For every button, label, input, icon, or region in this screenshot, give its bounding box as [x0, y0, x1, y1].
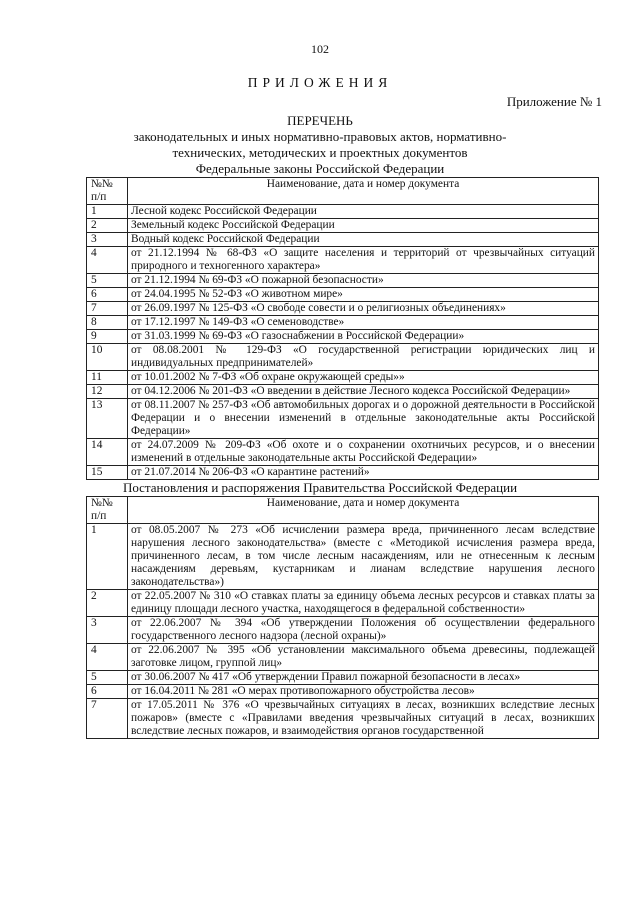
- section-heading-federal-laws: Федеральные законы Российской Федерации: [195, 161, 445, 176]
- row-number: 6: [87, 685, 128, 699]
- table-row: [87, 205, 599, 219]
- table-row: [87, 466, 599, 480]
- table-row: [87, 590, 599, 617]
- row-number: 1: [87, 205, 128, 219]
- row-number: 4: [87, 247, 128, 274]
- table-row: [87, 685, 599, 699]
- row-number: 15: [87, 466, 128, 480]
- document-title: от 16.04.2011 № 281 «О мерах противопожарного обустройства лесов»: [128, 685, 599, 699]
- row-number: 13: [87, 399, 128, 439]
- row-number: 7: [87, 302, 128, 316]
- table-row: [87, 288, 599, 302]
- document-title: Лесной кодекс Российской Федерации: [128, 205, 599, 219]
- row-number: 4: [87, 644, 128, 671]
- document-title: от 21.12.1994 № 69-ФЗ «О пожарной безопасности»: [128, 274, 599, 288]
- document-title: от 22.05.2007 № 310 «О ставках платы за единицу объема лесных ресурсов и ставках платы за единицу площади лесного участка, находящегося в федеральной собственности»: [128, 590, 599, 617]
- header-num-label-2: п/п: [91, 510, 107, 522]
- header-num-label-1: №№: [91, 497, 113, 509]
- row-number: 6: [87, 288, 128, 302]
- document-title: от 08.05.2007 № 273 «Об исчислении размера вреда, причиненного лесам вследствие нарушения лесного законодательства» (вместе с «Методикой исчисления размера вреда, причиненного лесам, в том числе лесным насаждениям, или не отнесенным к лесным насаждениям деревьям, кустарникам и лианам вследствие нарушения лесного законодательства»): [128, 524, 599, 590]
- document-title: от 10.01.2002 № 7-ФЗ «Об охране окружающей среды»»: [128, 371, 599, 385]
- table-row: [87, 439, 599, 466]
- document-title: от 24.04.1995 № 52-ФЗ «О животном мире»: [128, 288, 599, 302]
- header-name-cell: Наименование, дата и номер документа: [128, 497, 599, 524]
- table-row: [87, 371, 599, 385]
- table-row: [87, 524, 599, 590]
- table-row: [87, 302, 599, 316]
- header-num-label-1: №№: [91, 178, 113, 190]
- header-num-label-2: п/п: [91, 191, 107, 203]
- document-title: от 08.11.2007 № 257-ФЗ «Об автомобильных дорогах и о дорожной деятельности в Российской Федерации и о внесении изменений в отдельные законодательные акты Российской Федерации»: [128, 399, 599, 439]
- row-number: 11: [87, 371, 128, 385]
- row-number: 5: [87, 274, 128, 288]
- federal-laws-table: [86, 177, 599, 480]
- row-number: 8: [87, 316, 128, 330]
- list-title: ПЕРЕЧЕНЬ: [287, 113, 353, 128]
- document-title: от 21.12.1994 № 68-ФЗ «О защите населения и территорий от чрезвычайных ситуаций природного и техногенного характера»: [128, 247, 599, 274]
- row-number: 1: [87, 524, 128, 590]
- table-row: [87, 699, 599, 739]
- table-row: [87, 617, 599, 644]
- document-title: от 04.12.2006 № 201-ФЗ «О введении в действие Лесного кодекса Российской Федерации»: [128, 385, 599, 399]
- appendices-heading: ПРИЛОЖЕНИЯ: [247, 75, 393, 90]
- table-row: [87, 671, 599, 685]
- row-number: 12: [87, 385, 128, 399]
- row-number: 3: [87, 233, 128, 247]
- table-row: [87, 316, 599, 330]
- row-number: 10: [87, 344, 128, 371]
- document-title: от 26.09.1997 № 125-ФЗ «О свободе совести и о религиозных объединениях»: [128, 302, 599, 316]
- table-row: [87, 247, 599, 274]
- list-subtitle-line2: технических, методических и проектных документов: [172, 145, 468, 160]
- row-number: 14: [87, 439, 128, 466]
- table-row: [87, 274, 599, 288]
- row-number: 2: [87, 590, 128, 617]
- document-title: Земельный кодекс Российской Федерации: [128, 219, 599, 233]
- document-title: от 21.07.2014 № 206-ФЗ «О карантине растений»: [128, 466, 599, 480]
- row-number: 7: [87, 699, 128, 739]
- appendix-number: Приложение № 1: [506, 94, 602, 109]
- document-title: Водный кодекс Российской Федерации: [128, 233, 599, 247]
- document-title: от 30.06.2007 № 417 «Об утверждении Правил пожарной безопасности в лесах»: [128, 671, 599, 685]
- list-subtitle-line1: законодательных и иных нормативно-правовых актов, нормативно-: [133, 129, 507, 144]
- header-num-cell: [87, 497, 128, 524]
- row-number: 3: [87, 617, 128, 644]
- document-title: от 17.12.1997 № 149-ФЗ «О семеноводстве»: [128, 316, 599, 330]
- document-title: от 08.08.2001 № 129-ФЗ «О государственной регистрации юридических лиц и индивидуальных предпринимателей»: [128, 344, 599, 371]
- row-number: 2: [87, 219, 128, 233]
- table-row: [87, 644, 599, 671]
- table-row: [87, 330, 599, 344]
- table-header-row: [87, 497, 599, 524]
- header-name-cell: Наименование, дата и номер документа: [128, 178, 599, 205]
- row-number: 5: [87, 671, 128, 685]
- header-num-cell: [87, 178, 128, 205]
- document-title: от 24.07.2009 № 209-ФЗ «Об охоте и о сохранении охотничьих ресурсов, и о внесении изменений в отдельные законодательные акты Российской Федерации»: [128, 439, 599, 466]
- table-row: [87, 385, 599, 399]
- table-row: [87, 399, 599, 439]
- document-title: от 22.06.2007 № 394 «Об утверждении Положения об осуществлении федерального государственного лесного надзора (лесной охраны)»: [128, 617, 599, 644]
- row-number: 9: [87, 330, 128, 344]
- section-heading-government-decrees: Постановления и распоряжения Правительства Российской Федерации: [122, 480, 518, 495]
- document-title: от 17.05.2011 № 376 «О чрезвычайных ситуациях в лесах, возникших вследствие лесных пожаров» (вместе с «Правилами введения чрезвычайных ситуаций в лесах, возникших вследствие лесных пожаров, и взаимодействия органов государственной: [128, 699, 599, 739]
- table-row: [87, 233, 599, 247]
- government-decrees-table: [86, 496, 599, 739]
- table-row: [87, 219, 599, 233]
- page-number: 102: [311, 42, 329, 56]
- document-title: от 22.06.2007 № 395 «Об установлении максимального объема древесины, подлежащей заготовке лицом, группой лиц»: [128, 644, 599, 671]
- table-header-row: [87, 178, 599, 205]
- table-row: [87, 344, 599, 371]
- document-title: от 31.03.1999 № 69-ФЗ «О газоснабжении в Российской Федерации»: [128, 330, 599, 344]
